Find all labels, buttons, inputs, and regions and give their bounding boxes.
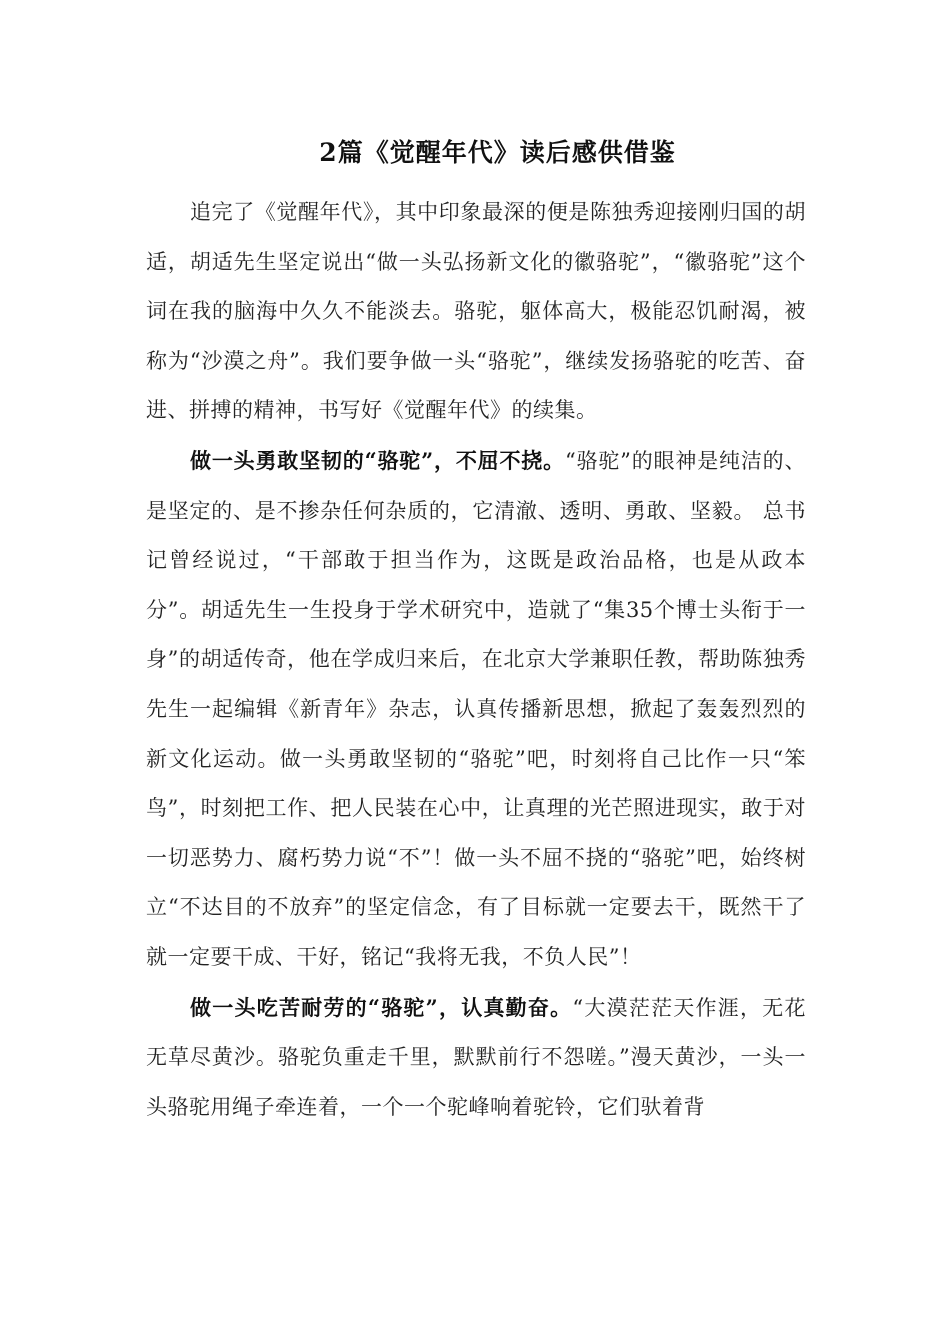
paragraph-intro-text: 追完了《觉醒年代》，其中印象最深的便是陈独秀迎接刚归国的胡适，胡适先生坚定说出“做一头弘扬新文化的徽骆驼”，“徽骆驼”这个词在我的脑海中久久不能淡去。骆驼，躯体高大，极能忍饥耐渴，被称为“沙漠之舟”。我们要争做一头“骆驼”，继续发扬骆驼的吃苦、奋进、拼搏的精神，书写好《觉醒年代》的续集。 xyxy=(146,200,806,423)
paragraph-hardworking-camel xyxy=(146,983,806,1133)
document-body xyxy=(146,188,806,1132)
paragraph-brave-camel-text: “骆驼”的眼神是纯洁的、是坚定的、是不掺杂任何杂质的，它清澈、透明、勇敢、坚毅。 总书记曾经说过，“干部敢于担当作为，这既是政治品格，也是从政本分”。胡适先生一生投身于学术研究中，造就了“集35个博士头衔于一身”的胡适传奇，他在学成归来后，在北京大学兼职任教，帮助陈独秀先生一起编辑《新青年》杂志，认真传播新思想，掀起了轰轰烈烈的新文化运动。做一头勇敢坚韧的“骆驼”吧，时刻将自己比作一只“笨鸟”，时刻把工作、把人民装在心中，让真理的光芒照进现实，敢于对一切恶势力、腐朽势力说“不”！做一头不屈不挠的“骆驼”吧，始终树立“不达目的不放弃”的坚定信念，有了目标就一定要去干，既然干了就一定要干成、干好，铭记“我将无我，不负人民”！ xyxy=(146,448,806,969)
paragraph-brave-camel xyxy=(146,436,806,983)
paragraph-hardworking-camel-text: “大漠茫茫天作涯，无花无草尽黄沙。骆驼负重走千里，默默前行不怨嗟。”漫天黄沙，一头一头骆驼用绳子牵连着，一个一个驼峰响着驼铃，它们驮着背 xyxy=(146,995,806,1119)
document-title: 2篇《觉醒年代》读后感供借鉴 xyxy=(319,138,676,167)
paragraph-brave-camel-heading: 做一头勇敢坚韧的“骆驼”，不屈不挠。 xyxy=(190,447,565,473)
paragraph-hardworking-camel-heading: 做一头吃苦耐劳的“骆驼”，认真勤奋。 xyxy=(190,994,573,1020)
paragraph-intro xyxy=(146,188,806,436)
